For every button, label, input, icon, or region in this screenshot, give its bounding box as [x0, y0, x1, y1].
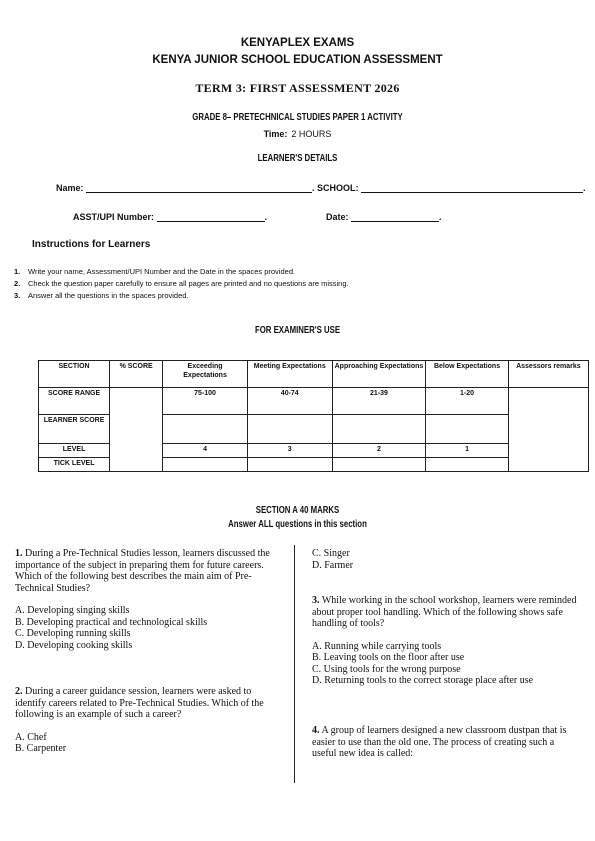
- instruction-text: Check the question paper carefully to ensure all pages are printed and no questions are missing.: [28, 279, 349, 288]
- examiner-table: [38, 360, 589, 472]
- learner-details-title: LEARNER'S DETAILS: [257, 153, 338, 164]
- column-divider: [294, 545, 295, 783]
- time-line: [0, 124, 595, 142]
- name-row: [56, 183, 586, 193]
- option[interactable]: C. Singer: [312, 548, 350, 559]
- table-cell[interactable]: [163, 415, 248, 444]
- option[interactable]: D. Returning tools to the correct storage place after use: [312, 675, 534, 686]
- asst-row: [73, 212, 267, 222]
- section-title: SECTION A 40 MARKS: [255, 505, 340, 516]
- asst-dot: .: [264, 212, 268, 222]
- table-cell: 4: [163, 444, 248, 458]
- date-field[interactable]: [351, 212, 439, 222]
- table-row: [39, 388, 589, 415]
- table-cell[interactable]: [163, 458, 248, 472]
- instructions-title: Instructions for Learners: [32, 239, 151, 250]
- question-text: A group of learners designed a new classroom dustpan that is easier to use than the old one. The process of creating such a useful new idea is called:: [312, 725, 567, 759]
- question-num: 2.: [15, 686, 23, 697]
- instructions-list: [14, 267, 349, 303]
- asst-field[interactable]: [157, 212, 265, 222]
- instruction-item: [14, 291, 349, 303]
- option[interactable]: A. Running while carrying tools: [312, 640, 442, 652]
- table-cell: 1: [426, 444, 508, 458]
- table-cell: 2: [332, 444, 426, 458]
- table-cell: 40-74: [247, 388, 332, 415]
- school-dot: .: [583, 183, 586, 193]
- school-field[interactable]: [361, 183, 583, 193]
- section-subtitle: Answer ALL questions in this section: [228, 519, 367, 530]
- option[interactable]: D. Developing cooking skills: [15, 639, 133, 651]
- subject-line: GRADE 8– PRETECHNICAL STUDIES PAPER 1 ACTIVITY: [192, 112, 403, 123]
- table-cell[interactable]: [332, 458, 426, 472]
- date-row: [326, 212, 442, 222]
- header-score: % SCORE: [110, 361, 163, 388]
- table-header-row: [39, 361, 589, 388]
- question-text: During a Pre-Technical Studies lesson, learners discussed the importance of the subject in preparing them for future careers. Which of the following best describes the main aim of Pre-Technical Studies?: [15, 548, 270, 594]
- time-value: 2 HOURS: [291, 129, 332, 139]
- header-meeting: Meeting Expectations: [247, 361, 332, 388]
- table-cell[interactable]: [332, 415, 426, 444]
- assessment-title: KENYA JUNIOR SCHOOL EDUCATION ASSESSMENT: [152, 54, 443, 66]
- table-cell[interactable]: [247, 415, 332, 444]
- asst-label: ASST/UPI Number:: [73, 212, 155, 222]
- question-num: 3.: [312, 595, 320, 606]
- remarks-cell[interactable]: [508, 388, 588, 472]
- instruction-text: Write your name, Assessment/UPI Number and the Date in the spaces provided.: [28, 267, 296, 276]
- date-label: Date:: [326, 212, 349, 222]
- instruction-num: 2.: [14, 279, 21, 288]
- question-2-continued: [312, 548, 580, 571]
- question-text: While working in the school workshop, learners were reminded about proper tool handling. Which of the following shows safe handling of tools?: [312, 595, 577, 629]
- row-label: TICK LEVEL: [39, 458, 110, 472]
- option[interactable]: A. Developing singing skills: [15, 605, 130, 616]
- option[interactable]: C. Using tools for the wrong purpose: [312, 663, 461, 675]
- name-label: Name:: [56, 183, 84, 193]
- row-label: LEARNER SCORE: [39, 415, 110, 444]
- option[interactable]: C. Developing running skills: [15, 628, 131, 639]
- option[interactable]: D. Farmer: [312, 559, 354, 571]
- question-num: 4.: [312, 725, 320, 736]
- term-title: TERM 3: FIRST ASSESSMENT 2026: [195, 81, 400, 95]
- option[interactable]: B. Carpenter: [15, 743, 67, 754]
- time-label: Time:: [263, 129, 288, 139]
- school-label: . SCHOOL:: [312, 183, 359, 193]
- option[interactable]: B. Leaving tools on the floor after use: [312, 652, 465, 663]
- question-2: [15, 686, 283, 755]
- header-section: SECTION: [39, 361, 110, 388]
- table-cell: 3: [247, 444, 332, 458]
- option[interactable]: B. Developing practical and technological skills: [15, 616, 208, 628]
- table-cell: 1-20: [426, 388, 508, 415]
- header-exceeding: Exceeding Expectations: [163, 361, 248, 388]
- name-field[interactable]: [86, 183, 312, 193]
- score-cell[interactable]: [110, 388, 163, 472]
- header-below: Below Expectations: [426, 361, 508, 388]
- instruction-item: [14, 267, 349, 279]
- question-num: 1.: [15, 548, 23, 559]
- instruction-num: 1.: [14, 267, 21, 276]
- table-cell[interactable]: [426, 415, 508, 444]
- table-cell: 21-39: [332, 388, 426, 415]
- exam-org: KENYAPLEX EXAMS: [240, 37, 355, 49]
- header-remarks: Assessors remarks: [508, 361, 588, 388]
- question-text: During a career guidance session, learners were asked to identify careers related to Pre-Technical Studies. Which of the following is an example of such a career?: [15, 686, 264, 720]
- instruction-item: [14, 279, 349, 291]
- date-dot: .: [439, 212, 442, 222]
- question-1: [15, 548, 283, 651]
- row-label: SCORE RANGE: [39, 388, 110, 415]
- header-approaching: Approaching Expectations: [332, 361, 426, 388]
- instruction-text: Answer all the questions in the spaces provided.: [28, 291, 189, 300]
- question-3: [312, 595, 580, 687]
- option[interactable]: A. Chef: [15, 731, 47, 743]
- table-cell: 75-100: [163, 388, 248, 415]
- question-4: [312, 725, 580, 760]
- table-cell[interactable]: [247, 458, 332, 472]
- table-cell[interactable]: [426, 458, 508, 472]
- examiner-title: FOR EXAMINER'S USE: [254, 325, 341, 336]
- instruction-num: 3.: [14, 291, 21, 300]
- row-label: LEVEL: [39, 444, 110, 458]
